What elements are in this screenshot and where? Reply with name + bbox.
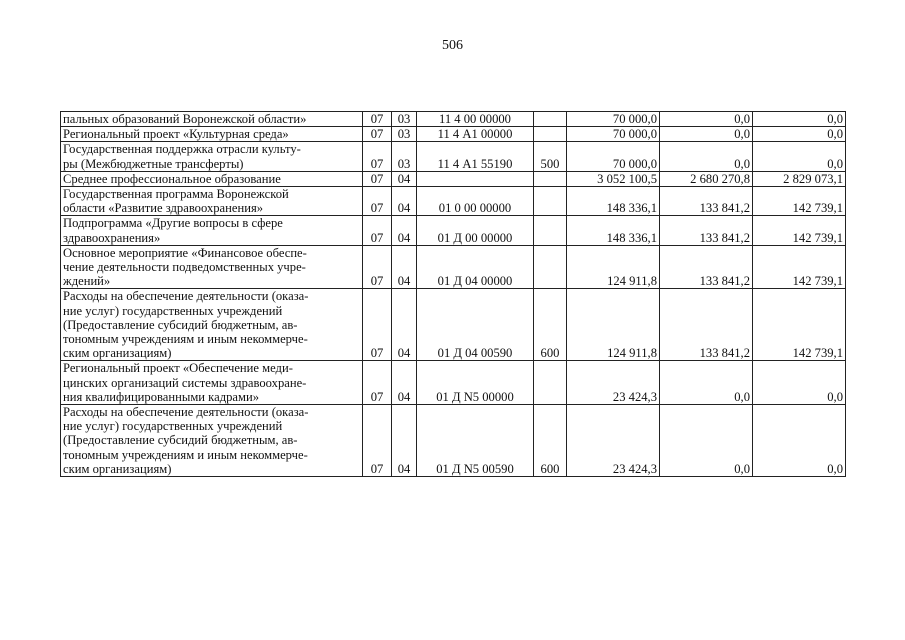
amount-year-1-cell: 124 911,8: [567, 289, 660, 361]
subsection-code-cell: 04: [392, 171, 417, 186]
item-name-cell: [61, 142, 363, 171]
item-name-line: ры (Межбюджетные трансферты): [63, 156, 244, 171]
item-name-line: ским организациям): [63, 461, 172, 476]
table-row: [61, 112, 846, 127]
amount-year-2-cell: 0,0: [660, 112, 753, 127]
amount-year-1-cell: 70 000,0: [567, 127, 660, 142]
expense-type-code-cell: 600: [534, 289, 567, 361]
table-row: [61, 142, 846, 171]
subsection-code-cell: 04: [392, 187, 417, 216]
expense-type-code-cell: [534, 361, 567, 405]
subsection-code-cell: 03: [392, 142, 417, 171]
amount-year-2-cell: 0,0: [660, 142, 753, 171]
table-row: [61, 289, 846, 361]
amount-year-2-cell: 2 680 270,8: [660, 171, 753, 186]
amount-year-3-cell: 0,0: [753, 142, 846, 171]
item-name-line: области «Развитие здравоохранения»: [63, 201, 264, 216]
item-name-line: ским организациям): [63, 346, 172, 361]
section-code-cell: 07: [363, 127, 392, 142]
subsection-code-cell: 04: [392, 405, 417, 477]
item-name-line: ждений»: [63, 274, 111, 289]
expense-type-code-cell: [534, 112, 567, 127]
target-item-code-cell: 01 Д N5 00000: [417, 361, 534, 405]
item-name-cell: [61, 361, 363, 405]
amount-year-1-cell: 148 336,1: [567, 216, 660, 245]
item-name-line: здравоохранения»: [63, 230, 161, 245]
target-item-code-cell: 11 4 А1 00000: [417, 127, 534, 142]
subsection-code-cell: 04: [392, 361, 417, 405]
amount-year-3-cell: 142 739,1: [753, 216, 846, 245]
subsection-code-cell: 04: [392, 245, 417, 289]
expense-type-code-cell: [534, 216, 567, 245]
item-name-line: Государственная программа Воронежской: [63, 187, 289, 202]
item-name-line: тономным учреждениям и иным некоммерче-: [63, 332, 308, 347]
item-name-cell: [61, 112, 363, 127]
item-name-line: тономным учреждениям и иным некоммерче-: [63, 447, 308, 462]
target-item-code-cell: [417, 171, 534, 186]
expense-type-code-cell: [534, 127, 567, 142]
item-name-line: (Предоставление субсидий бюджетным, ав-: [63, 317, 298, 332]
item-name-cell: [61, 216, 363, 245]
item-name-line: (Предоставление субсидий бюджетным, ав-: [63, 433, 298, 448]
budget-table: [60, 111, 846, 477]
item-name-cell: [61, 245, 363, 289]
table-row: [61, 171, 846, 186]
section-code-cell: 07: [363, 289, 392, 361]
table-row: [61, 216, 846, 245]
target-item-code-cell: 11 4 00 00000: [417, 112, 534, 127]
amount-year-2-cell: 133 841,2: [660, 187, 753, 216]
item-name-line: Расходы на обеспечение деятельности (оказа-: [63, 289, 309, 304]
amount-year-3-cell: 0,0: [753, 405, 846, 477]
target-item-code-cell: 01 Д N5 00590: [417, 405, 534, 477]
budget-table-body: [61, 112, 846, 477]
section-code-cell: 07: [363, 216, 392, 245]
amount-year-3-cell: 0,0: [753, 112, 846, 127]
item-name-line: Основное мероприятие «Финансовое обеспе-: [63, 245, 307, 260]
section-code-cell: 07: [363, 245, 392, 289]
target-item-code-cell: 01 Д 04 00590: [417, 289, 534, 361]
item-name-line: цинских организаций системы здравоохране-: [63, 375, 307, 390]
amount-year-2-cell: 0,0: [660, 127, 753, 142]
table-row: [61, 361, 846, 405]
amount-year-1-cell: 124 911,8: [567, 245, 660, 289]
expense-type-code-cell: 600: [534, 405, 567, 477]
amount-year-1-cell: 23 424,3: [567, 361, 660, 405]
item-name-line: Региональный проект «Обеспечение меди-: [63, 361, 293, 376]
section-code-cell: 07: [363, 112, 392, 127]
amount-year-2-cell: 133 841,2: [660, 216, 753, 245]
item-name-line: ния квалифицированными кадрами»: [63, 389, 260, 404]
target-item-code-cell: 01 0 00 00000: [417, 187, 534, 216]
amount-year-2-cell: 0,0: [660, 405, 753, 477]
amount-year-2-cell: 133 841,2: [660, 245, 753, 289]
subsection-code-cell: 03: [392, 127, 417, 142]
amount-year-1-cell: 70 000,0: [567, 112, 660, 127]
item-name-line: ние услуг) государственных учреждений: [63, 419, 283, 434]
amount-year-3-cell: 142 739,1: [753, 187, 846, 216]
item-name-line: Расходы на обеспечение деятельности (оказа-: [63, 405, 309, 420]
subsection-code-cell: 04: [392, 289, 417, 361]
expense-type-code-cell: [534, 171, 567, 186]
expense-type-code-cell: 500: [534, 142, 567, 171]
amount-year-3-cell: 2 829 073,1: [753, 171, 846, 186]
amount-year-3-cell: 142 739,1: [753, 289, 846, 361]
amount-year-3-cell: 142 739,1: [753, 245, 846, 289]
amount-year-1-cell: 148 336,1: [567, 187, 660, 216]
item-name-cell: [61, 171, 363, 186]
target-item-code-cell: 11 4 А1 55190: [417, 142, 534, 171]
section-code-cell: 07: [363, 171, 392, 186]
item-name-cell: [61, 187, 363, 216]
amount-year-2-cell: 133 841,2: [660, 289, 753, 361]
subsection-code-cell: 03: [392, 112, 417, 127]
amount-year-3-cell: 0,0: [753, 127, 846, 142]
item-name-line: Подпрограмма «Другие вопросы в сфере: [63, 216, 283, 231]
expense-type-code-cell: [534, 245, 567, 289]
target-item-code-cell: 01 Д 04 00000: [417, 245, 534, 289]
section-code-cell: 07: [363, 361, 392, 405]
target-item-code-cell: 01 Д 00 00000: [417, 216, 534, 245]
expense-type-code-cell: [534, 187, 567, 216]
amount-year-2-cell: 0,0: [660, 361, 753, 405]
table-row: [61, 245, 846, 289]
item-name-line: чение деятельности подведомственных учре-: [63, 260, 306, 275]
amount-year-1-cell: 70 000,0: [567, 142, 660, 171]
section-code-cell: 07: [363, 142, 392, 171]
table-row: [61, 127, 846, 142]
section-code-cell: 07: [363, 187, 392, 216]
page-number: 506: [442, 38, 463, 53]
item-name-line: Региональный проект «Культурная среда»: [63, 127, 289, 142]
item-name-line: Среднее профессиональное образование: [63, 171, 281, 186]
amount-year-3-cell: 0,0: [753, 361, 846, 405]
item-name-cell: [61, 289, 363, 361]
subsection-code-cell: 04: [392, 216, 417, 245]
amount-year-1-cell: 23 424,3: [567, 405, 660, 477]
table-row: [61, 187, 846, 216]
item-name-cell: [61, 127, 363, 142]
amount-year-1-cell: 3 052 100,5: [567, 171, 660, 186]
item-name-line: ние услуг) государственных учреждений: [63, 303, 283, 318]
item-name-cell: [61, 405, 363, 477]
section-code-cell: 07: [363, 405, 392, 477]
table-row: [61, 405, 846, 477]
item-name-line: Государственная поддержка отрасли культу-: [63, 142, 301, 157]
item-name-line: пальных образований Воронежской области»: [63, 112, 307, 126]
